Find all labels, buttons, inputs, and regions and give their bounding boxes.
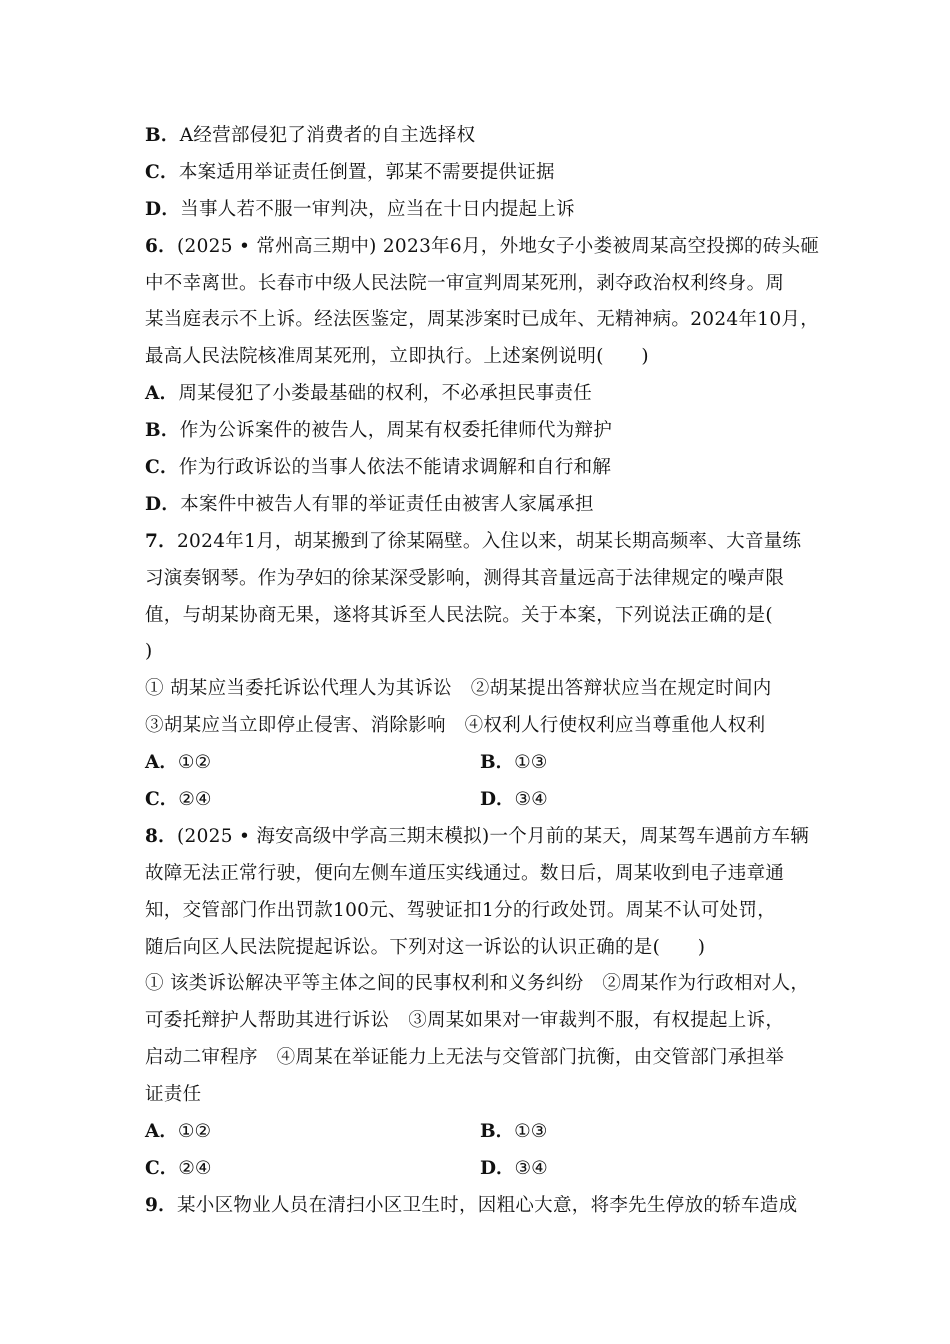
q8-stem-line-3: 知，交管部门作出罚款100元、驾驶证扣1分的行政处罚。周某不认可处罚，: [145, 899, 777, 921]
q8-stem-line-1: 8．(2025 • 海安高级中学高三期末模拟)一个月前的某天，周某驾车遇前方车辆: [145, 825, 810, 847]
q8-options-row-1: [145, 1114, 825, 1151]
q8-option-c: C．②④: [145, 1157, 212, 1179]
q6-stem-line-3: 某当庭表示不上诉。经法医鉴定，周某涉案时已成年、无精神病。2024年10月，: [145, 309, 820, 331]
q8-statement-line-2: 可委托辩护人帮助其进行诉讼 ③周某如果对一审裁判不服，有权提起上诉，: [145, 1010, 785, 1032]
q8-option-d: D．③④: [480, 1157, 548, 1179]
q8-options-row-2: [145, 1151, 825, 1188]
q8-option-b: B．①③: [480, 1121, 548, 1143]
q6-option-d: D．本案件中被告人有罪的举证责任由被害人家属承担: [145, 493, 594, 515]
q6-option-c: C．作为行政诉讼的当事人依法不能请求调解和自行和解: [145, 457, 612, 479]
q6-stem-line-4: 最高人民法院核准周某死刑，立即执行。上述案例说明( ): [145, 346, 649, 368]
q8-stem-line-4: 随后向区人民法院提起诉讼。下列对这一诉讼的认识正确的是( ): [145, 936, 706, 958]
q9-stem-line-1: 9．某小区物业人员在清扫小区卫生时，因粗心大意，将李先生停放的轿车造成: [145, 1194, 798, 1216]
q7-option-c: C．②④: [145, 789, 212, 811]
q7-statement-line-1: ① 胡某应当委托诉讼代理人为其诉讼 ②胡某提出答辩状应当在规定时间内: [145, 678, 772, 700]
q7-stem-line-4: ): [145, 641, 153, 663]
q8-statement-line-3: 启动二审程序 ④周某在举证能力上无法与交管部门抗衡，由交管部门承担举: [145, 1047, 785, 1069]
q6-stem-line-2: 中不幸离世。长春市中级人民法院一审宣判周某死刑，剥夺政治权利终身。周: [145, 272, 785, 294]
q5-option-c: C．本案适用举证责任倒置，郭某不需要提供证据: [145, 161, 555, 183]
q7-stem-line-1: 7．2024年1月，胡某搬到了徐某隔壁。入住以来，胡某长期高频率、大音量练: [145, 530, 802, 552]
q7-statement-line-2: ③胡某应当立即停止侵害、消除影响 ④权利人行使权利应当尊重他人权利: [145, 715, 766, 737]
q8-option-a: A．①②: [145, 1121, 212, 1143]
q6-stem-line-1: 6．(2025 • 常州高三期中) 2023年6月，外地女子小娄被周某高空投掷的砖头砸: [145, 235, 820, 257]
q7-stem-line-3: 值，与胡某协商无果，遂将其诉至人民法院。关于本案，下列说法正确的是(: [145, 604, 773, 626]
q6-option-b: B．作为公诉案件的被告人，周某有权委托律师代为辩护: [145, 420, 613, 442]
q7-options-row-1: [145, 745, 825, 782]
q7-option-d: D．③④: [480, 789, 548, 811]
q7-stem-line-2: 习演奏钢琴。作为孕妇的徐某深受影响，测得其音量远高于法律规定的噪声限: [145, 567, 785, 589]
q7-option-a: A．①②: [145, 752, 212, 774]
q5-option-d: D．当事人若不服一审判决，应当在十日内提起上诉: [145, 198, 575, 220]
document-page: [145, 118, 825, 1225]
q7-option-b: B．①③: [480, 752, 548, 774]
q7-options-row-2: [145, 782, 825, 819]
q8-stem-line-2: 故障无法正常行驶，便向左侧车道压实线通过。数日后，周某收到电子违章通: [145, 862, 785, 884]
q8-statement-line-4: 证责任: [145, 1084, 202, 1106]
q5-option-b: B．A经营部侵犯了消费者的自主选择权: [145, 125, 476, 146]
q6-option-a: A．周某侵犯了小娄最基础的权利，不必承担民事责任: [145, 383, 593, 405]
q8-statement-line-1: ① 该类诉讼解决平等主体之间的民事权利和义务纠纷 ②周某作为行政相对人，: [145, 973, 810, 995]
